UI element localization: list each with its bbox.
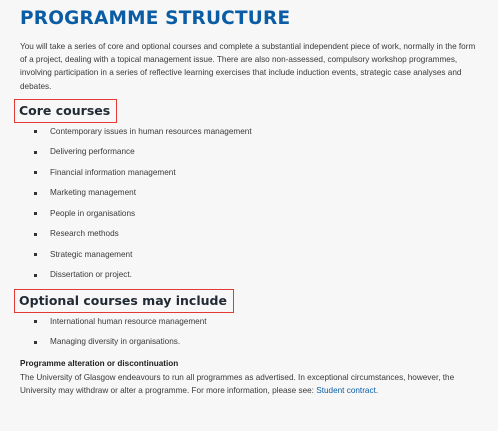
student-contract-link[interactable]: Student contract (316, 386, 376, 396)
course-name: Contemporary issues in human resources management (50, 126, 252, 136)
optional-courses-list (20, 317, 484, 348)
core-courses-highlight-box (14, 99, 117, 123)
course-name: Dissertation or project. (50, 270, 132, 280)
course-name: Research methods (50, 229, 119, 239)
course-name: Financial information management (50, 167, 176, 177)
course-name: Strategic management (50, 249, 133, 259)
core-courses-list (20, 127, 484, 281)
core-courses-heading: Core courses (19, 102, 111, 118)
list-item (34, 317, 484, 327)
bullet-icon (34, 192, 37, 195)
alteration-text-end: . (375, 386, 379, 396)
bullet-icon (34, 233, 37, 236)
bullet-icon (34, 253, 37, 256)
list-item (34, 188, 484, 198)
list-item (34, 168, 484, 178)
course-name: People in organisations (50, 208, 136, 218)
bullet-icon (34, 320, 37, 323)
optional-courses-heading: Optional courses may include (19, 292, 227, 308)
bullet-icon (34, 274, 37, 277)
list-item (34, 127, 484, 137)
list-item (34, 337, 484, 347)
list-item (34, 270, 484, 280)
list-item (34, 250, 484, 260)
list-item (34, 229, 484, 239)
bullet-icon (34, 341, 37, 344)
bullet-icon (34, 151, 37, 154)
bullet-icon (34, 212, 37, 215)
course-name: Managing diversity in organisations. (50, 337, 181, 347)
course-name: Delivering performance (50, 147, 135, 157)
alteration-paragraph (20, 371, 486, 397)
bullet-icon (34, 130, 37, 133)
bullet-icon (34, 171, 37, 174)
intro-paragraph: You will take a series of core and optional courses and complete a substantial independent piece of work, normally in the form of a project, dealing with a topical management issue. There are also non-assessed, compulsory workshop programmes, involving participation in a series of reflective learning exercises that include induction events, strategic case analyses and debates. (20, 42, 476, 91)
optional-courses-highlight-box (14, 289, 234, 313)
course-name: Marketing management (50, 188, 137, 198)
list-item (34, 147, 484, 157)
course-name: International human resource management (50, 316, 207, 326)
list-item (34, 209, 484, 219)
alteration-text: The University of Glasgow endeavours to run all programmes as advertised. In exceptional circumstances, however, the University may withdraw or alter a programme. For more information, please see: (20, 372, 455, 396)
page-title: PROGRAMME STRUCTURE (20, 8, 291, 29)
alteration-heading: Programme alteration or discontinuation (20, 358, 179, 368)
